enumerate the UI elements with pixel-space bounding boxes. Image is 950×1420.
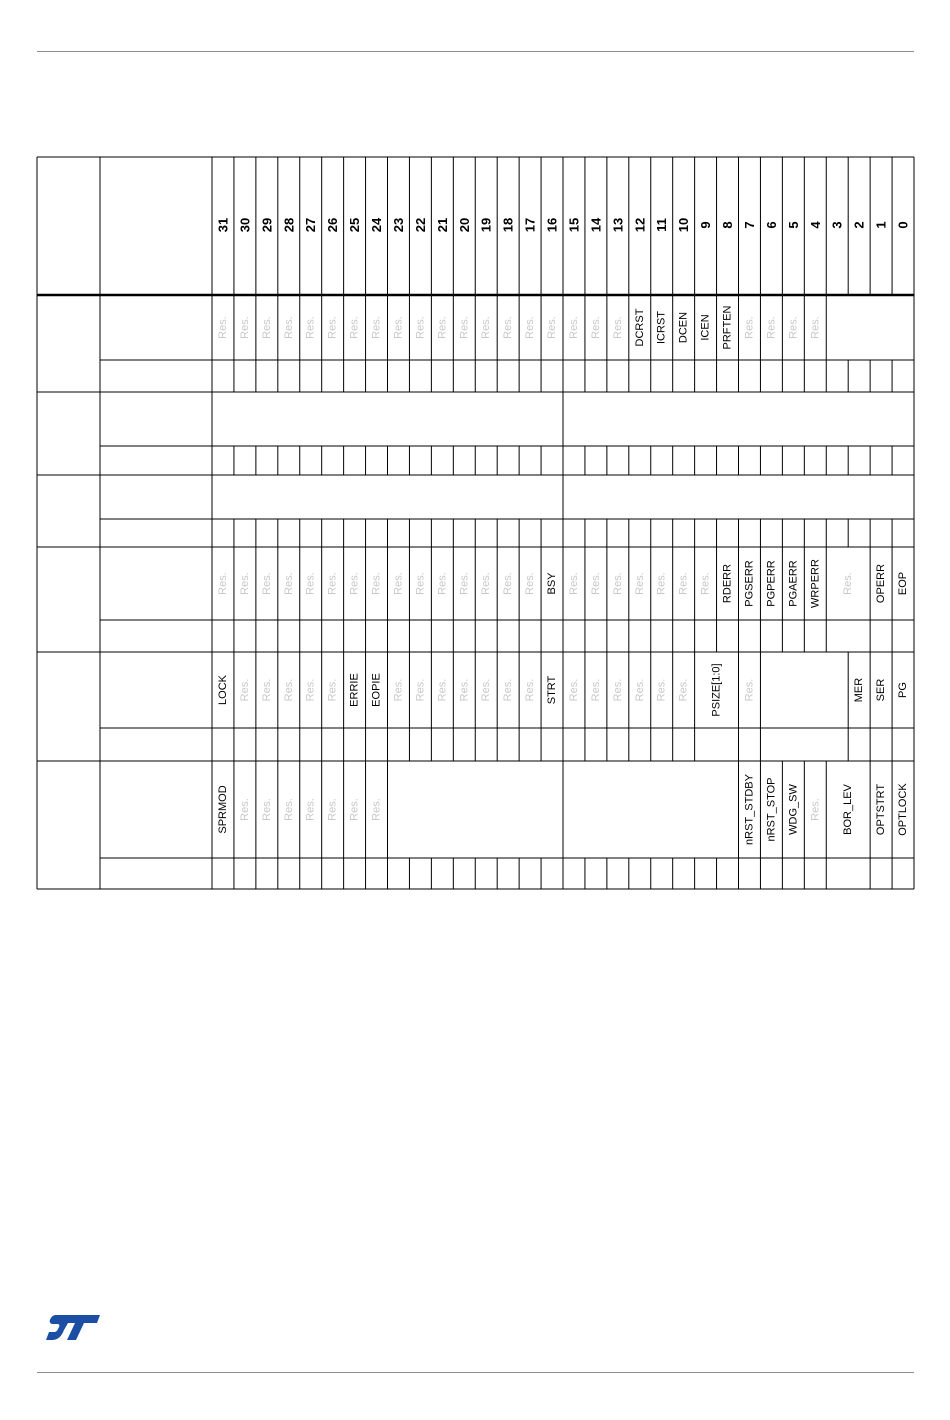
reserved-bit-label: Res. <box>633 572 646 595</box>
reserved-bit-label: Res. <box>392 572 405 595</box>
reserved-bit-label: Res. <box>567 572 580 595</box>
field-label-pgserr: PGSERR <box>743 560 756 607</box>
reserved-bit-label: Res. <box>436 678 449 702</box>
reserved-bit-label: Res. <box>414 316 427 339</box>
reserved-bit-label: Res. <box>502 678 515 702</box>
field-label-dcen: DCEN <box>677 311 690 344</box>
reserved-bit-label: Res. <box>567 678 580 702</box>
field-label-nrst-stdby: nRST_STDBY <box>743 774 756 845</box>
reserved-bit-label: Res. <box>238 316 251 339</box>
reserved-bit-label: Res. <box>842 572 855 595</box>
reserved-bit-label: Res. <box>282 798 295 821</box>
bit-number-3: 3 <box>829 221 845 229</box>
reserved-bit-label: Res. <box>260 798 273 821</box>
field-label-lock: LOCK <box>216 675 229 705</box>
field-label-dcrst: DCRST <box>633 308 646 347</box>
reserved-bit-label: Res. <box>326 316 339 339</box>
field-label-strt: STRT <box>546 675 559 705</box>
reserved-bit-label: Res. <box>392 678 405 702</box>
reserved-bit-label: Res. <box>304 678 317 702</box>
reserved-bit-label: Res. <box>611 572 624 595</box>
top-rule <box>37 51 914 52</box>
reserved-bit-label: Res. <box>480 572 493 595</box>
bit-number-8: 8 <box>720 221 736 229</box>
reserved-bit-label: Res. <box>611 316 624 339</box>
reserved-bit-label: Res. <box>414 678 427 702</box>
reserved-bit-label: Res. <box>348 572 361 595</box>
bit-number-21: 21 <box>434 217 450 233</box>
reserved-bit-label: Res. <box>589 678 602 702</box>
reserved-bit-label: Res. <box>809 316 822 339</box>
bit-number-1: 1 <box>873 221 889 229</box>
bit-number-12: 12 <box>632 217 648 233</box>
reserved-bit-label: Res. <box>655 678 668 702</box>
reserved-bit-label: Res. <box>809 798 822 821</box>
reserved-bit-label: Res. <box>677 572 690 595</box>
field-label-eopie: EOPIE <box>370 673 383 707</box>
reserved-bit-label: Res. <box>370 798 383 821</box>
field-label-mer: MER <box>853 677 866 703</box>
bit-number-0: 0 <box>895 221 911 229</box>
field-label-nrst-stop: nRST_STOP <box>765 777 778 842</box>
field-label-prften: PRFTEN <box>721 305 734 350</box>
field-label-bsy: BSY <box>546 572 559 595</box>
bit-number-14: 14 <box>588 217 604 233</box>
field-label-wdg-sw: WDG_SW <box>787 784 800 835</box>
reserved-bit-label: Res. <box>524 678 537 702</box>
bit-number-17: 17 <box>522 217 538 233</box>
bit-number-29: 29 <box>259 217 275 233</box>
reserved-bit-label: Res. <box>524 572 537 595</box>
reserved-bit-label: Res. <box>392 316 405 339</box>
bit-number-2: 2 <box>851 221 867 229</box>
reserved-bit-label: Res. <box>567 316 580 339</box>
reserved-bit-label: Res. <box>633 678 646 702</box>
bit-number-26: 26 <box>325 217 341 233</box>
reserved-bit-label: Res. <box>370 572 383 595</box>
st-logo <box>44 1312 102 1342</box>
reserved-bit-label: Res. <box>326 678 339 702</box>
reserved-bit-label: Res. <box>304 316 317 339</box>
reserved-bit-label: Res. <box>260 678 273 702</box>
reserved-bit-label: Res. <box>677 678 690 702</box>
field-label-wrperr: WRPERR <box>809 559 822 608</box>
reserved-bit-label: Res. <box>699 572 712 595</box>
field-label-pgaerr: PGAERR <box>787 560 800 607</box>
field-label-bor-lev: BOR_LEV <box>842 784 855 835</box>
field-label-psize-1-0-: PSIZE[1:0] <box>710 663 723 717</box>
field-label-pg: PG <box>897 682 910 698</box>
reserved-bit-label: Res. <box>765 316 778 339</box>
bit-number-13: 13 <box>610 217 626 233</box>
field-label-ser: SER <box>875 678 888 702</box>
bit-number-4: 4 <box>807 221 823 229</box>
field-label-icrst: ICRST <box>655 311 668 344</box>
reserved-bit-label: Res. <box>238 678 251 702</box>
bit-number-20: 20 <box>456 217 472 233</box>
bit-number-22: 22 <box>412 217 428 233</box>
reserved-bit-label: Res. <box>370 316 383 339</box>
reserved-bit-label: Res. <box>480 316 493 339</box>
field-label-icen: ICEN <box>699 314 712 341</box>
reserved-bit-label: Res. <box>260 316 273 339</box>
reserved-bit-label: Res. <box>238 798 251 821</box>
field-label-eop: EOP <box>897 571 910 596</box>
bit-number-31: 31 <box>215 217 231 233</box>
reserved-bit-label: Res. <box>260 572 273 595</box>
bit-number-27: 27 <box>303 217 319 233</box>
reserved-bit-label: Res. <box>743 316 756 339</box>
reserved-bit-label: Res. <box>787 316 800 339</box>
bit-number-28: 28 <box>281 217 297 233</box>
reserved-bit-label: Res. <box>502 572 515 595</box>
reserved-bit-label: Res. <box>282 572 295 595</box>
bit-number-19: 19 <box>478 217 494 233</box>
reserved-bit-label: Res. <box>458 316 471 339</box>
reserved-bit-label: Res. <box>216 572 229 595</box>
bit-number-30: 30 <box>237 217 253 233</box>
reserved-bit-label: Res. <box>348 316 361 339</box>
field-label-operr: OPERR <box>875 563 888 604</box>
reserved-bit-label: Res. <box>436 316 449 339</box>
bit-number-23: 23 <box>390 217 406 233</box>
bit-number-5: 5 <box>785 221 801 229</box>
bit-number-7: 7 <box>741 221 757 229</box>
reserved-bit-label: Res. <box>282 316 295 339</box>
reserved-bit-label: Res. <box>502 316 515 339</box>
reserved-bit-label: Res. <box>458 678 471 702</box>
reserved-bit-label: Res. <box>348 798 361 821</box>
reserved-bit-label: Res. <box>458 572 471 595</box>
reserved-bit-label: Res. <box>611 678 624 702</box>
bit-number-10: 10 <box>676 217 692 233</box>
reserved-bit-label: Res. <box>326 572 339 595</box>
field-label-pgperr: PGPERR <box>765 560 778 607</box>
reserved-bit-label: Res. <box>304 798 317 821</box>
reserved-bit-label: Res. <box>655 572 668 595</box>
reserved-bit-label: Res. <box>589 316 602 339</box>
reserved-bit-label: Res. <box>480 678 493 702</box>
reserved-bit-label: Res. <box>743 678 756 702</box>
bit-number-24: 24 <box>369 217 385 233</box>
bit-number-18: 18 <box>500 217 516 233</box>
reserved-bit-label: Res. <box>304 572 317 595</box>
bit-number-16: 16 <box>544 217 560 233</box>
bottom-rule <box>37 1372 914 1373</box>
reserved-bit-label: Res. <box>524 316 537 339</box>
bit-number-11: 11 <box>654 218 670 232</box>
bit-number-9: 9 <box>698 221 714 229</box>
reserved-bit-label: Res. <box>216 316 229 339</box>
reserved-bit-label: Res. <box>589 572 602 595</box>
field-label-rderr: RDERR <box>721 563 734 604</box>
field-label-optstrt: OPTSTRT <box>875 783 888 836</box>
reserved-bit-label: Res. <box>546 316 559 339</box>
bit-number-6: 6 <box>763 221 779 229</box>
reserved-bit-label: Res. <box>326 798 339 821</box>
reserved-bit-label: Res. <box>436 572 449 595</box>
reserved-bit-label: Res. <box>414 572 427 595</box>
reserved-bit-label: Res. <box>282 678 295 702</box>
field-label-errie: ERRIE <box>348 673 361 707</box>
field-label-sprmod: SPRMOD <box>216 785 229 834</box>
bit-number-25: 25 <box>347 217 363 233</box>
field-label-optlock: OPTLOCK <box>897 783 910 836</box>
reserved-bit-label: Res. <box>238 572 251 595</box>
bit-number-15: 15 <box>566 217 582 233</box>
